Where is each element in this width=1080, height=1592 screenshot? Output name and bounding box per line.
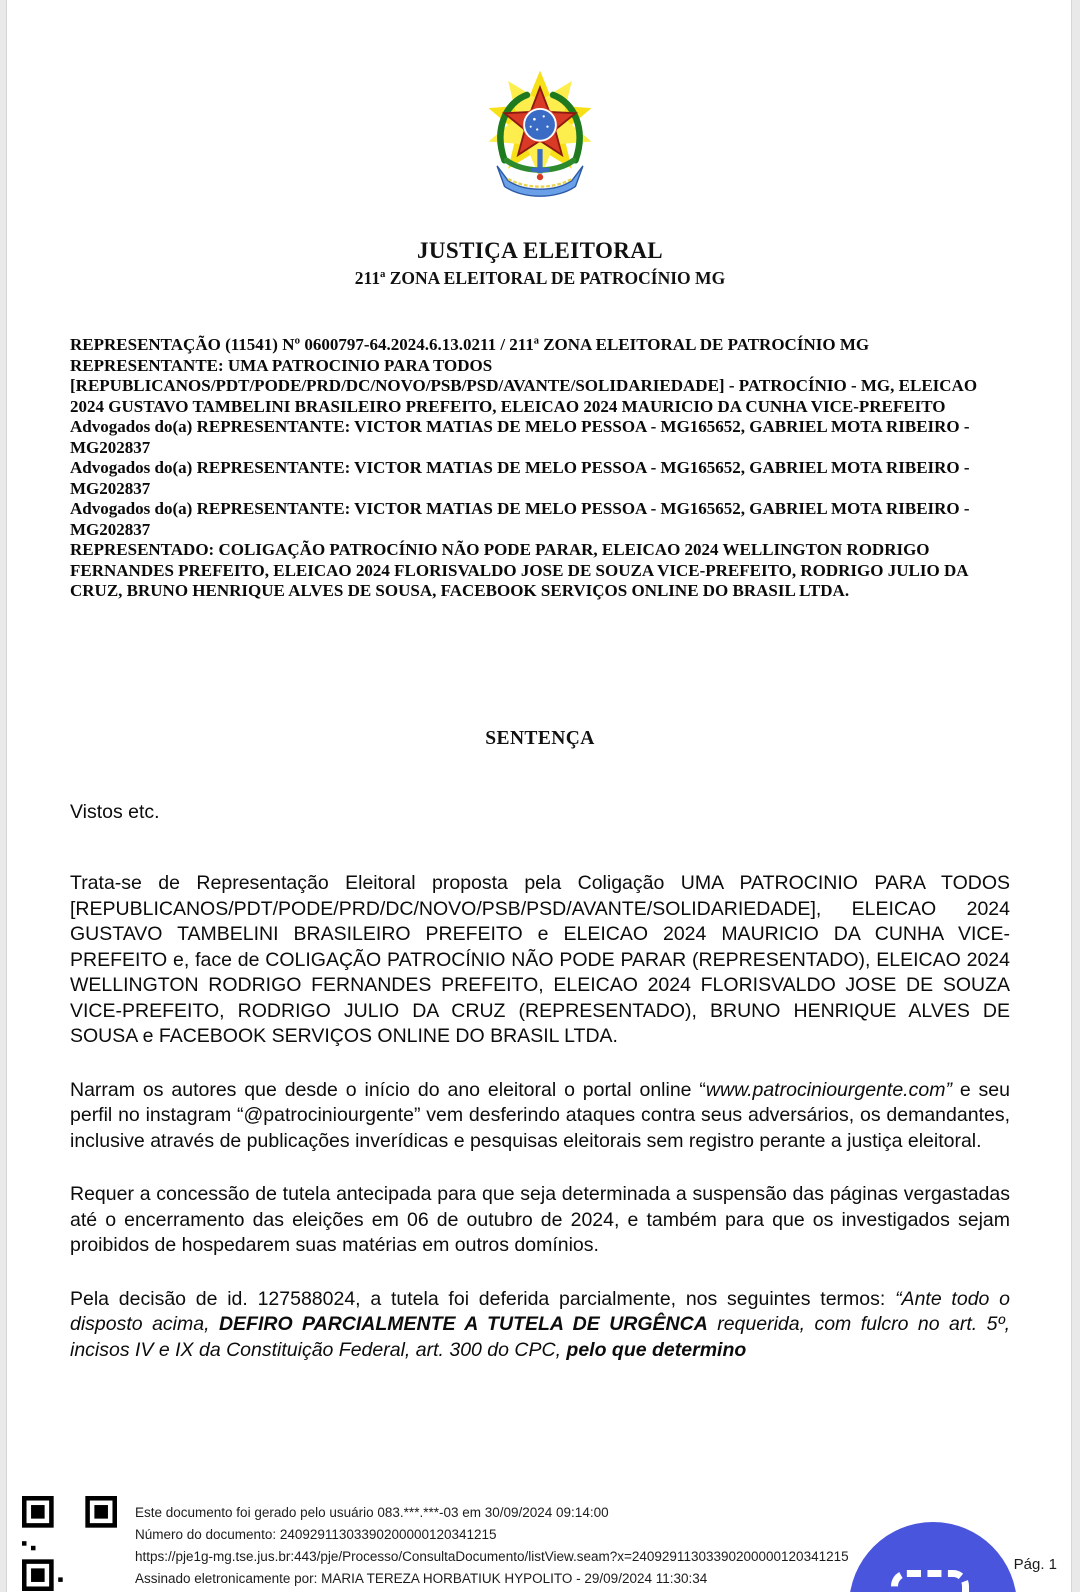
- case-info-block: [70, 335, 1010, 602]
- electoral-zone-title: 211ª ZONA ELEITORAL DE PATROCÍNIO MG: [354, 268, 726, 288]
- lawyers-line-2: Advogados do(a) REPRESENTANTE: VICTOR MATIAS DE MELO PESSOA - MG165652, GABRIEL MOTA RIBEIRO - MG202837: [70, 458, 970, 498]
- right-page-edge[interactable]: [1071, 0, 1080, 1592]
- document-url: https://pje1g-mg.tse.jus.br:443/pje/Processo/ConsultaDocumento/listView.seam?x=24092911303390200000120341215: [135, 1549, 849, 1564]
- paragraph-request: Requer a concessão de tutela antecipada para que seja determinada a suspensão das páginas vergastadas até o encerramento das eleições em 06 de outubro de 2024, e também para que os investigados sejam proibidos de hospedarem suas matérias em outros domínios.: [70, 1183, 1010, 1256]
- document-content: [70, 0, 1010, 1363]
- paragraph-decision: Pela decisão de id. 127588024, a tutela foi deferida parcialmente, nos seguintes termos: “Ante todo o disposto acima, DEFIRO PARCIALMENTE A TUTELA DE URGÊNCA requerida, com fulcro no art. 5º, incisos IV e IX da Constituição Federal, art. 300 do CPC, pelo que determino: [70, 1287, 1010, 1361]
- lawyers-line-1: Advogados do(a) REPRESENTANTE: VICTOR MATIAS DE MELO PESSOA - MG165652, GABRIEL MOTA RIBEIRO - MG202837: [70, 417, 970, 457]
- floating-action-button[interactable]: [849, 1522, 1017, 1592]
- vistos-line: Vistos etc.: [70, 800, 160, 823]
- document-number-line: Número do documento: 24092911303390200000120341215: [135, 1527, 497, 1542]
- lawyers-line-3: Advogados do(a) REPRESENTANTE: VICTOR MATIAS DE MELO PESSOA - MG165652, GABRIEL MOTA RIBEIRO - MG202837: [70, 499, 970, 539]
- case-number-line: REPRESENTAÇÃO (11541) Nº 0600797-64.2024.6.13.0211 / 211ª ZONA ELEITORAL DE PATROCÍNIO MG: [70, 335, 870, 354]
- qr-code-icon: [22, 1496, 117, 1591]
- paragraph-claims: Narram os autores que desde o início do ano eleitoral o portal online “www.patrociniourgente.com” e seu perfil no instagram “@patrociniourgente” vem desferindo ataques contra seus adversários, os demandantes, inclusive através de publicações inverídicas e pesquisas eleitorais sem registro perante a justiça eleitoral.: [70, 1078, 1010, 1152]
- left-page-edge: [0, 0, 7, 1592]
- representante-line: REPRESENTANTE: UMA PATROCINIO PARA TODOS: [70, 355, 493, 375]
- representado-line: REPRESENTADO: COLIGAÇÃO PATROCÍNIO NÃO PODE PARAR, ELEICAO 2024 WELLINGTON RODRIGO FERNANDES PREFEITO, ELEICAO 2024 FLORISVALDO JOSE DE SOUZA VICE-PREFEITO, RODRIGO JULIO DA CRUZ, BRUNO HENRIQUE ALVES DE SOUSA, FACEBOOK SERVIÇOS ONLINE DO BRASIL LTDA.: [70, 540, 968, 600]
- signed-by-line: Assinado eletronicamente por: MARIA TEREZA HORBATIUK HYPOLITO - 29/09/2024 11:30:34: [135, 1571, 708, 1586]
- court-title: JUSTIÇA ELEITORAL: [416, 238, 664, 263]
- paragraph-parties: Trata-se de Representação Eleitoral proposta pela Coligação UMA PATROCINIO PARA TODOS [REPUBLICANOS/PDT/PODE/PRD/DC/NOVO/PSB/PSD/AVANTE/SOLIDARIEDADE], ELEICAO 2024 GUSTAVO TAMBELINI BRASILEIRO PREFEITO e ELEICAO 2024 MAURICIO DA CUNHA VICE-PREFEITO e, face de COLIGAÇÃO PATROCÍNIO NÃO PODE PARAR (REPRESENTADO), ELEICAO 2024 WELLINGTON RODRIGO FERNANDES PREFEITO, ELEICAO 2024 FLORISVALDO JOSE DE SOUZA VICE-PREFEITO, RODRIGO JULIO DA CRUZ (REPRESENTADO), BRUNO HENRIQUE ALVES DE SOUSA e FACEBOOK SERVIÇOS ONLINE DO BRASIL LTDA.: [70, 872, 1010, 1047]
- dashed-frame-icon: [891, 1570, 969, 1592]
- page-number-label: Pág. 1: [1013, 1556, 1057, 1573]
- sentence-heading: SENTENÇA: [485, 727, 595, 749]
- document-metadata: [135, 1502, 849, 1590]
- brazil-coat-of-arms-icon: [484, 70, 596, 202]
- coalition-line: [REPUBLICANOS/PDT/PODE/PRD/DC/NOVO/PSB/PSD/AVANTE/SOLIDARIEDADE] - PATROCÍNIO - MG, ELEICAO 2024 GUSTAVO TAMBELINI BRASILEIRO PREFEITO, ELEICAO 2024 MAURICIO DA CUNHA VICE-PREFEITO: [70, 376, 978, 416]
- generated-by-line: Este documento foi gerado pelo usuário 083.***.***-03 em 30/09/2024 09:14:00: [135, 1505, 609, 1520]
